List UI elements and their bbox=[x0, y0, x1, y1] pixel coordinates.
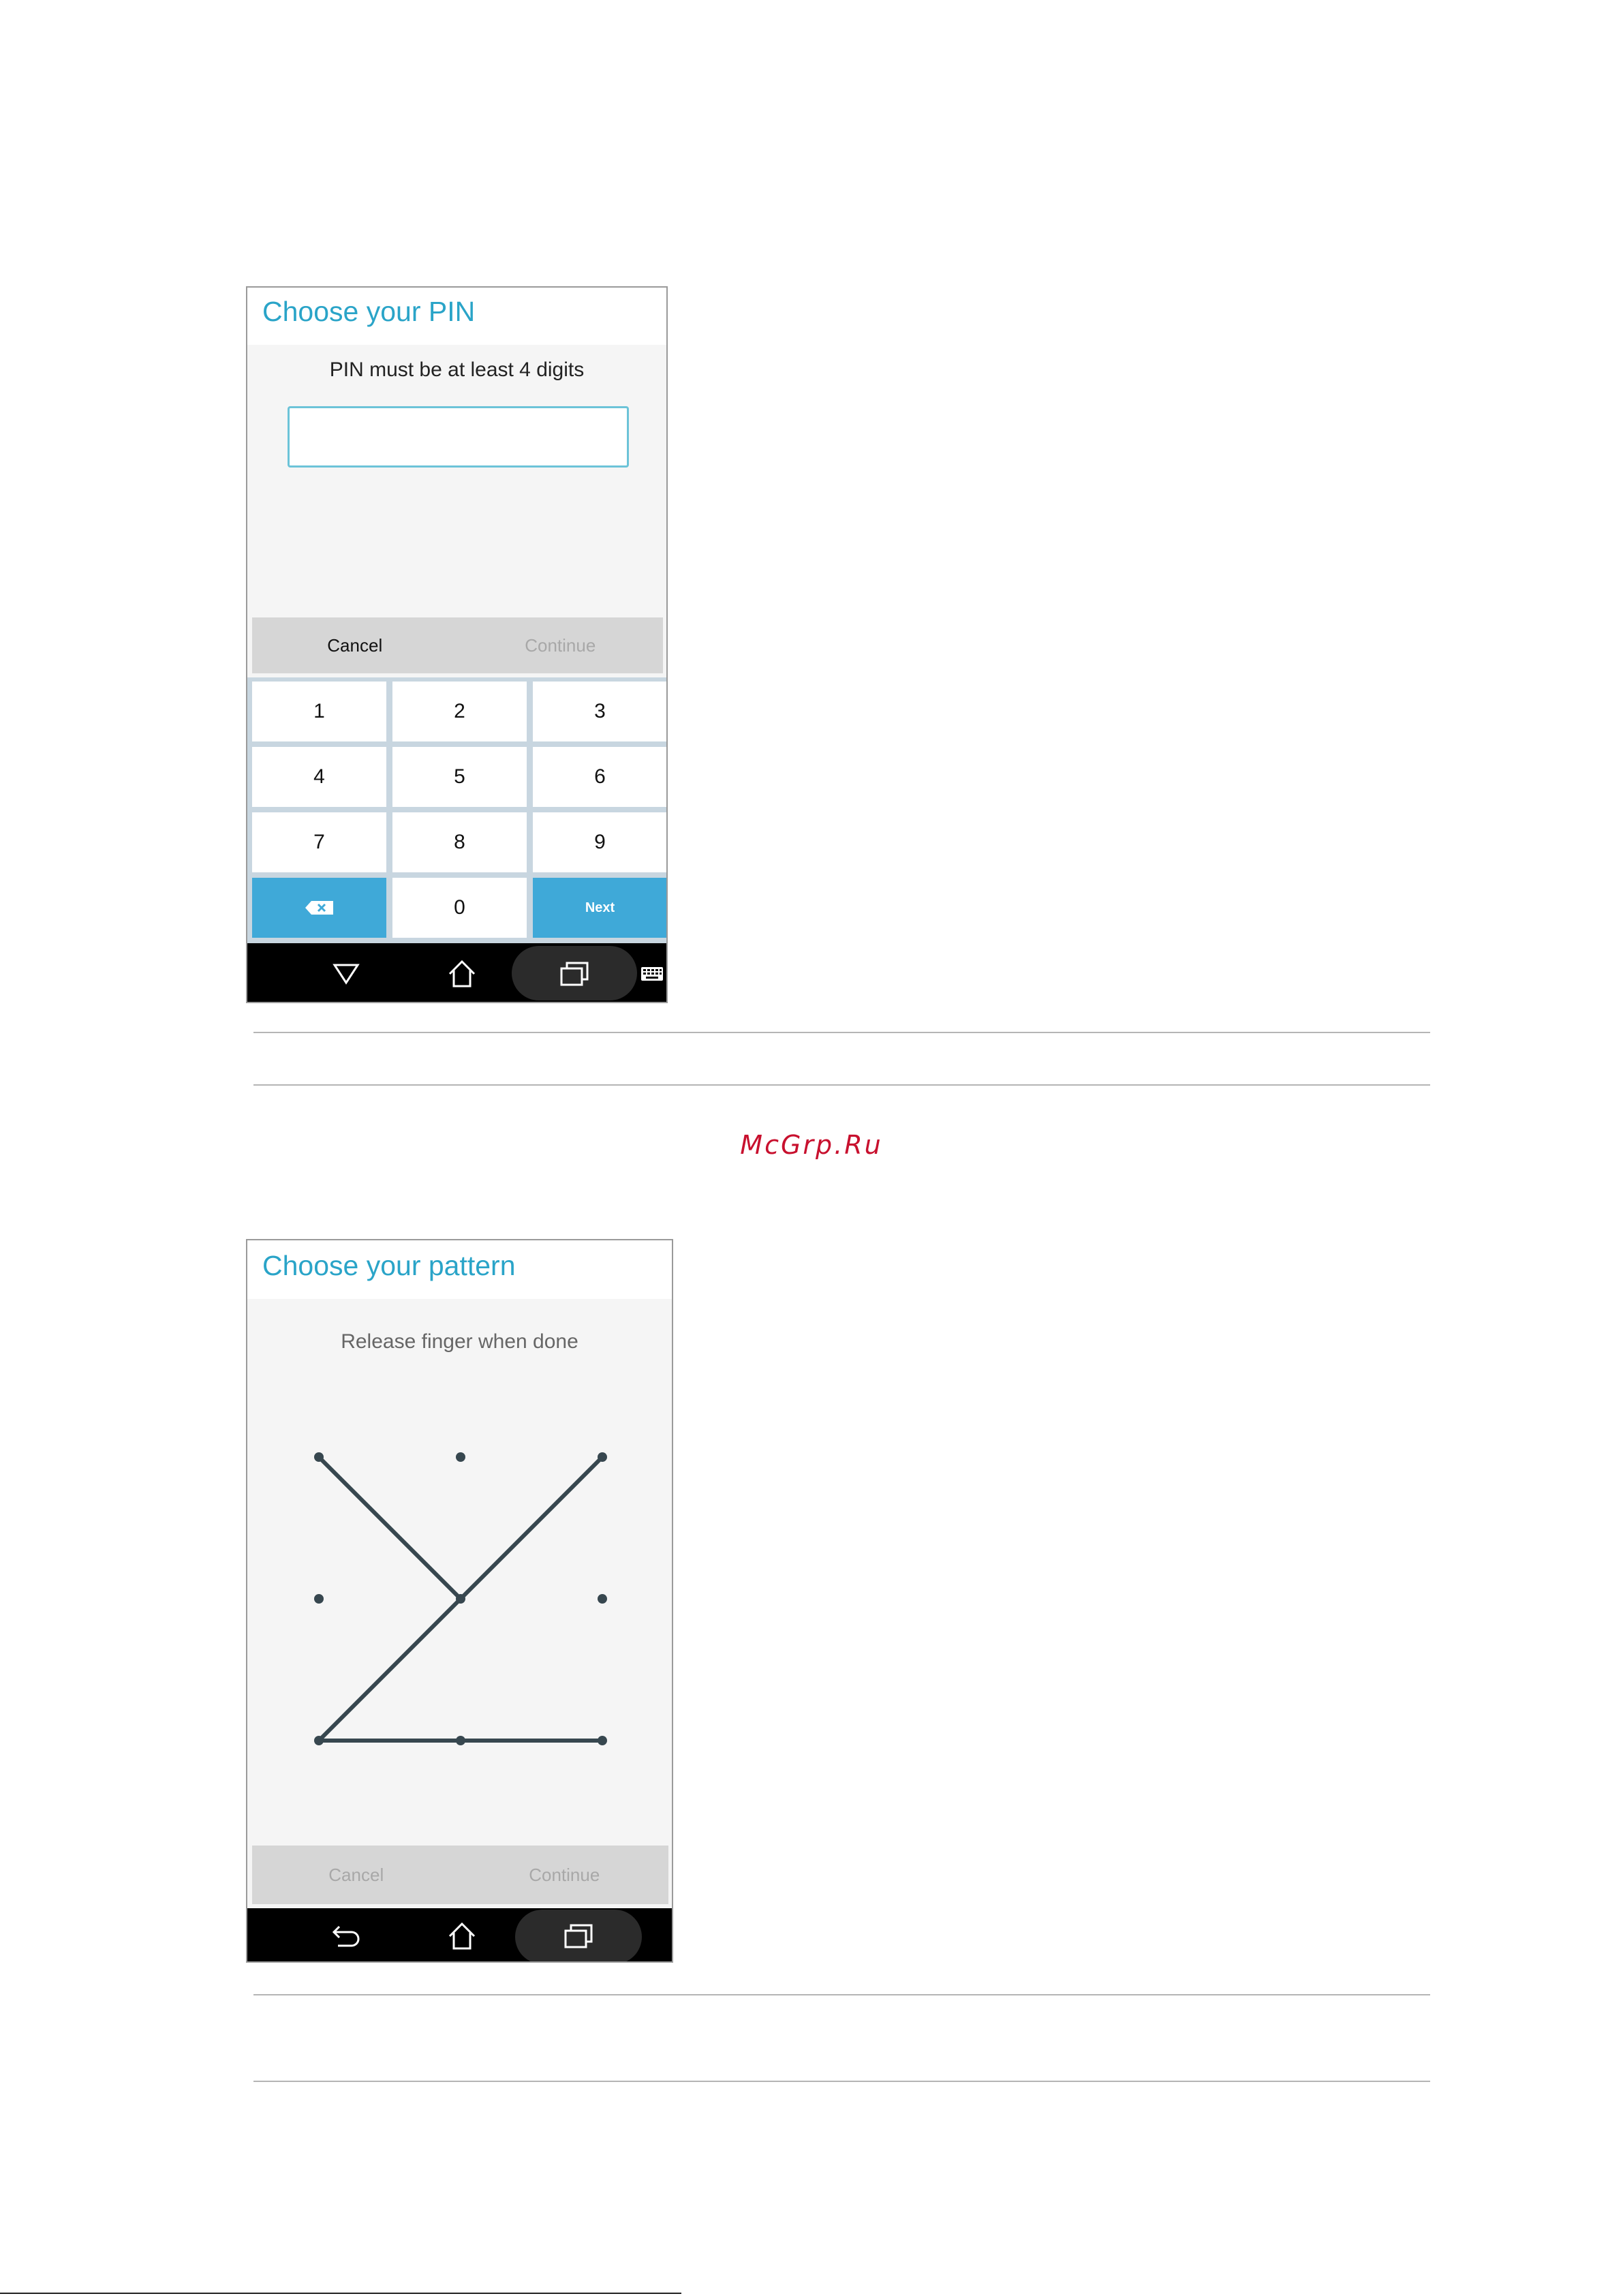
recent-apps-icon[interactable] bbox=[555, 1912, 602, 1960]
next-key[interactable]: Next bbox=[533, 878, 667, 938]
pattern-dot-7[interactable] bbox=[314, 1736, 324, 1745]
pattern-dot-3[interactable] bbox=[598, 1452, 607, 1462]
pattern-dot-2[interactable] bbox=[456, 1452, 465, 1462]
divider-line bbox=[253, 2081, 1430, 2082]
back-icon[interactable] bbox=[322, 950, 370, 998]
backspace-icon bbox=[305, 900, 335, 915]
home-icon[interactable] bbox=[438, 950, 486, 998]
pin-continue-button[interactable]: Continue bbox=[525, 634, 596, 656]
pattern-action-bar bbox=[252, 1846, 668, 1904]
pattern-dot-5[interactable] bbox=[456, 1594, 465, 1604]
key-7[interactable]: 7 bbox=[252, 812, 386, 872]
back-icon[interactable] bbox=[322, 1912, 370, 1960]
key-1[interactable]: 1 bbox=[252, 682, 386, 741]
pin-input[interactable] bbox=[288, 406, 629, 468]
recent-apps-icon[interactable] bbox=[551, 950, 598, 998]
divider-line bbox=[253, 1032, 1430, 1033]
footer-line bbox=[0, 2293, 681, 2294]
key-6[interactable]: 6 bbox=[533, 747, 667, 807]
key-0[interactable]: 0 bbox=[392, 878, 527, 938]
watermark: McGrp.Ru bbox=[740, 1130, 883, 1160]
pattern-grid[interactable] bbox=[247, 1240, 673, 1840]
home-icon[interactable] bbox=[438, 1912, 486, 1960]
key-2[interactable]: 2 bbox=[392, 682, 527, 741]
pattern-dot-6[interactable] bbox=[598, 1594, 607, 1604]
divider-line bbox=[253, 1994, 1430, 1995]
pattern-cancel-button[interactable]: Cancel bbox=[328, 1864, 384, 1885]
pattern-hint: Release finger when done bbox=[341, 1330, 578, 1353]
pin-action-bar bbox=[252, 617, 663, 673]
pin-cancel-button[interactable]: Cancel bbox=[327, 634, 383, 656]
pattern-nav-bar bbox=[247, 1908, 672, 1963]
pattern-dot-8[interactable] bbox=[456, 1736, 465, 1745]
divider-line bbox=[253, 1084, 1430, 1086]
pin-keypad bbox=[247, 677, 666, 943]
key-8[interactable]: 8 bbox=[392, 812, 527, 872]
pattern-dot-4[interactable] bbox=[314, 1594, 324, 1604]
pattern-continue-button[interactable]: Continue bbox=[529, 1864, 600, 1885]
pin-title-bar bbox=[247, 288, 666, 345]
pattern-screen bbox=[246, 1239, 673, 1963]
pin-title: Choose your PIN bbox=[262, 296, 476, 327]
key-3[interactable]: 3 bbox=[533, 682, 667, 741]
keyboard-icon[interactable] bbox=[638, 958, 666, 990]
key-9[interactable]: 9 bbox=[533, 812, 667, 872]
pin-hint: PIN must be at least 4 digits bbox=[329, 358, 585, 381]
pattern-title: Choose your pattern bbox=[262, 1250, 516, 1281]
pin-screen bbox=[246, 286, 668, 1003]
backspace-key[interactable] bbox=[252, 878, 386, 938]
key-4[interactable]: 4 bbox=[252, 747, 386, 807]
pin-nav-bar bbox=[247, 943, 666, 1003]
pattern-dot-9[interactable] bbox=[598, 1736, 607, 1745]
key-5[interactable]: 5 bbox=[392, 747, 527, 807]
pattern-dot-1[interactable] bbox=[314, 1452, 324, 1462]
